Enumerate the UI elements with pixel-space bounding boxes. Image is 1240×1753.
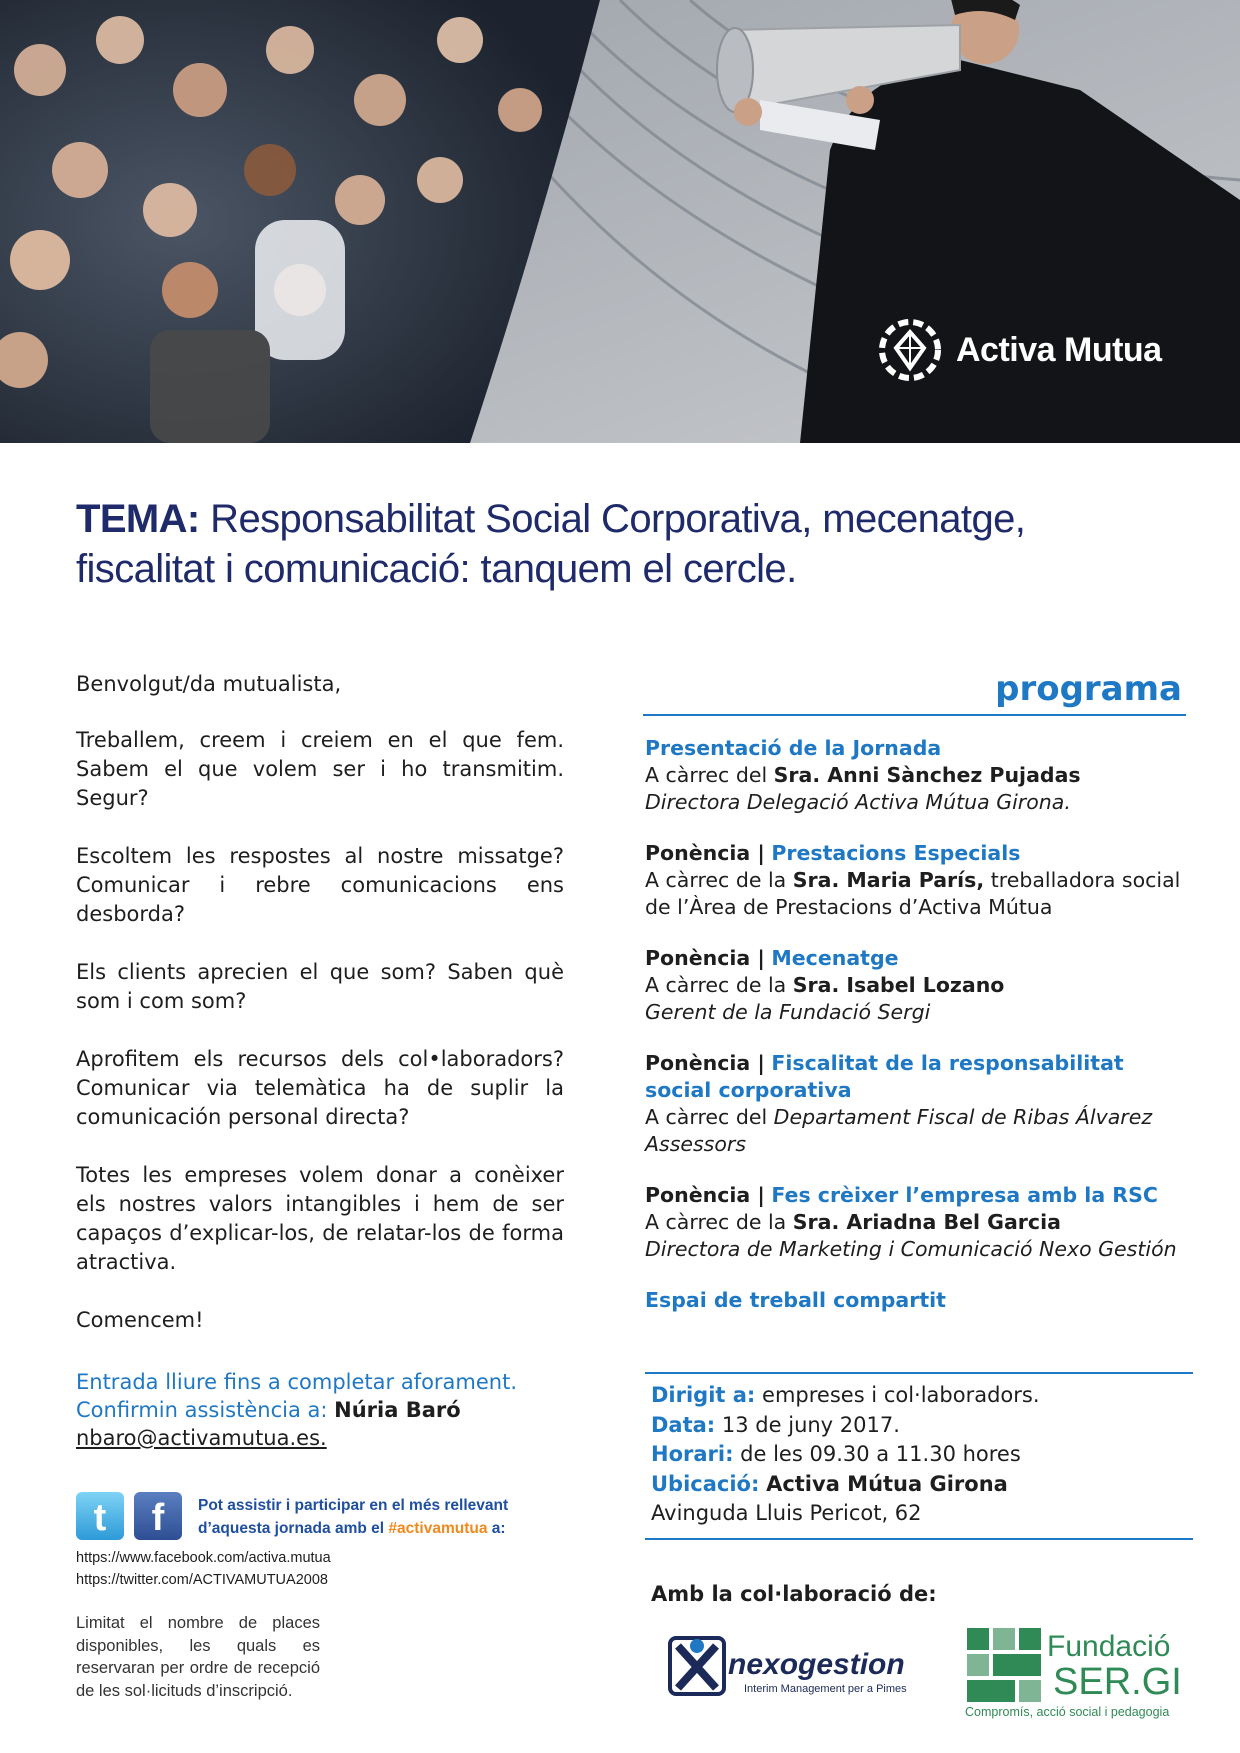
program-item-speaker: Sra. Anni Sànchez Pujadas: [773, 763, 1081, 787]
program-item-by: A càrrec de la: [645, 868, 787, 892]
twitter-icon[interactable]: t: [76, 1492, 124, 1540]
program-item: [645, 1050, 1195, 1158]
program-item-role: Departament Fiscal de Ribas Álvarez Assessors: [645, 1105, 1153, 1156]
title-label: TEMA:: [76, 497, 200, 541]
greeting: Benvolgut/da mutualista,: [76, 672, 342, 696]
contact-email-link[interactable]: nbaro@activamutua.es.: [76, 1426, 327, 1450]
program-item-title: Fes crèixer l’empresa amb la RSC: [771, 1183, 1158, 1207]
limited-places-note: Limitat el nombre de places disponibles, les quals es reservaran per ordre de recepció de les sol·licituds d’inscripció.: [76, 1614, 320, 1700]
program-heading: programa: [995, 669, 1182, 709]
info-divider-top: [645, 1372, 1193, 1374]
program-divider: [643, 714, 1186, 716]
audience-label: Dirigit a:: [651, 1383, 756, 1407]
title-line1: Responsabilitat Social Corporativa, mecenatge,: [210, 497, 1026, 541]
sergi-line2: SER.GI: [1053, 1661, 1182, 1703]
program-item-role: Gerent de la Fundació Sergi: [645, 1000, 931, 1024]
program-item-by: A càrrec de la: [645, 973, 787, 997]
program-item: [645, 840, 1195, 921]
program-item-title: Prestacions Especials: [771, 841, 1021, 865]
nexo-name: nexogestion: [728, 1648, 905, 1681]
program-item-role: Directora Delegació Activa Mútua Girona.: [645, 790, 1071, 814]
letter-paragraph-5: Totes les empreses volem donar a conèixer els nostres valors intangibles i hem de ser capaços d’explicar-los, de relatar-los de forma atractiva.: [76, 1163, 564, 1274]
collaboration-label: Amb la col·laboració de:: [651, 1582, 937, 1606]
program-item-title: Mecenatge: [771, 946, 899, 970]
social-text-suffix: a:: [491, 1520, 506, 1537]
social-text-line2: d’aquesta jornada amb el: [198, 1520, 385, 1537]
nexo-gestion-logo: [668, 1632, 938, 1704]
letter-paragraph-4: Aprofitem els recursos dels col•laboradors? Comunicar via telemàtica ha de suplir la comunicación personal directa?: [76, 1047, 564, 1129]
nexo-tagline: Interim Management per a Pimes: [744, 1683, 907, 1695]
program-item-by: A càrrec de la: [645, 1210, 787, 1234]
program-item-role: Directora de Marketing i Comunicació Nexo Gestión: [645, 1237, 1177, 1261]
activa-mutua-logo-icon: [878, 318, 942, 382]
title-line2: fiscalitat i comunicació: tanquem el cercle.: [76, 547, 797, 591]
program-list: [645, 735, 1195, 1314]
program-item-by: A càrrec del: [645, 763, 768, 787]
twitter-link[interactable]: https://twitter.com/ACTIVAMUTUA2008: [76, 1572, 328, 1588]
address: Avinguda Lluis Pericot, 62: [651, 1501, 922, 1525]
social-text-line1: Pot assistir i participar en el més rellevant: [198, 1497, 509, 1514]
program-item-speaker: Sra. Isabel Lozano: [792, 973, 1005, 997]
program-item-title: Fiscalitat de la responsabilitat social corporativa: [645, 1051, 1124, 1102]
letter-paragraph-2: Escoltem les respostes al nostre missatge? Comunicar i rebre comunicacions ens desborda?: [76, 844, 564, 926]
date-label: Data:: [651, 1412, 716, 1437]
location-label: Ubicació:: [651, 1471, 760, 1496]
program-item-type: Ponència |: [645, 1183, 765, 1207]
social-block: [76, 1492, 576, 1542]
social-text: [198, 1494, 578, 1540]
program-item-by: A càrrec del: [645, 1105, 768, 1129]
event-details: [651, 1381, 1191, 1529]
program-item-type: Ponència |: [645, 1051, 765, 1075]
program-item: [645, 945, 1195, 1026]
program-item-speaker: Sra. Ariadna Bel Garcia: [792, 1210, 1061, 1234]
time-label: Horari:: [651, 1442, 734, 1466]
program-closing: Espai de treball compartit: [645, 1288, 946, 1312]
location-value: Activa Mútua Girona: [766, 1471, 1008, 1496]
letter-paragraph-1: Treballem, creem i creiem en el que fem. Sabem el que volem ser i ho transmitim. Segur?: [76, 728, 564, 810]
facebook-icon[interactable]: f: [134, 1492, 182, 1540]
activa-mutua-logo: [878, 318, 1162, 382]
program-item-speaker: Sra. Maria París,: [792, 868, 985, 892]
letter-body: [76, 670, 564, 1364]
page-title: [76, 494, 1176, 594]
registration-info: [76, 1368, 576, 1452]
program-item-title: Presentació de la Jornada: [645, 736, 942, 760]
hashtag[interactable]: #activamutua: [388, 1520, 488, 1537]
info-divider-bottom: [645, 1538, 1193, 1540]
fundacio-sergi-logo: [963, 1622, 1195, 1720]
sergi-line1: Fundació: [1047, 1630, 1171, 1663]
social-links: [76, 1547, 331, 1591]
letter-paragraph-6: Comencem!: [76, 1308, 204, 1332]
letter-paragraph-3: Els clients aprecien el que som? Saben què som i com som?: [76, 960, 564, 1013]
entry-note: Entrada lliure fins a completar aforament.: [76, 1370, 518, 1394]
confirm-label: Confirmin assistència a:: [76, 1398, 328, 1422]
audience-value: empreses i col·laboradors.: [762, 1383, 1040, 1407]
program-item: [645, 735, 1195, 816]
program-item-speaker-desc: treballadora social de l’Àrea de Prestacions d’Activa Mútua: [645, 868, 1181, 919]
facebook-link[interactable]: https://www.facebook.com/activa.mutua: [76, 1550, 331, 1566]
program-item-type: Ponència |: [645, 841, 765, 865]
program-item: [645, 1182, 1195, 1263]
contact-name: Núria Baró: [334, 1398, 461, 1422]
sergi-tagline: Compromís, acció social i pedagogia: [965, 1705, 1170, 1719]
hero-photo: [0, 0, 1240, 443]
logo-text: Activa Mutua: [956, 330, 1162, 369]
program-item-type: Ponència |: [645, 946, 765, 970]
date-value: 13 de juny 2017.: [721, 1412, 900, 1437]
time-value: de les 09.30 a 11.30 hores: [740, 1442, 1021, 1466]
